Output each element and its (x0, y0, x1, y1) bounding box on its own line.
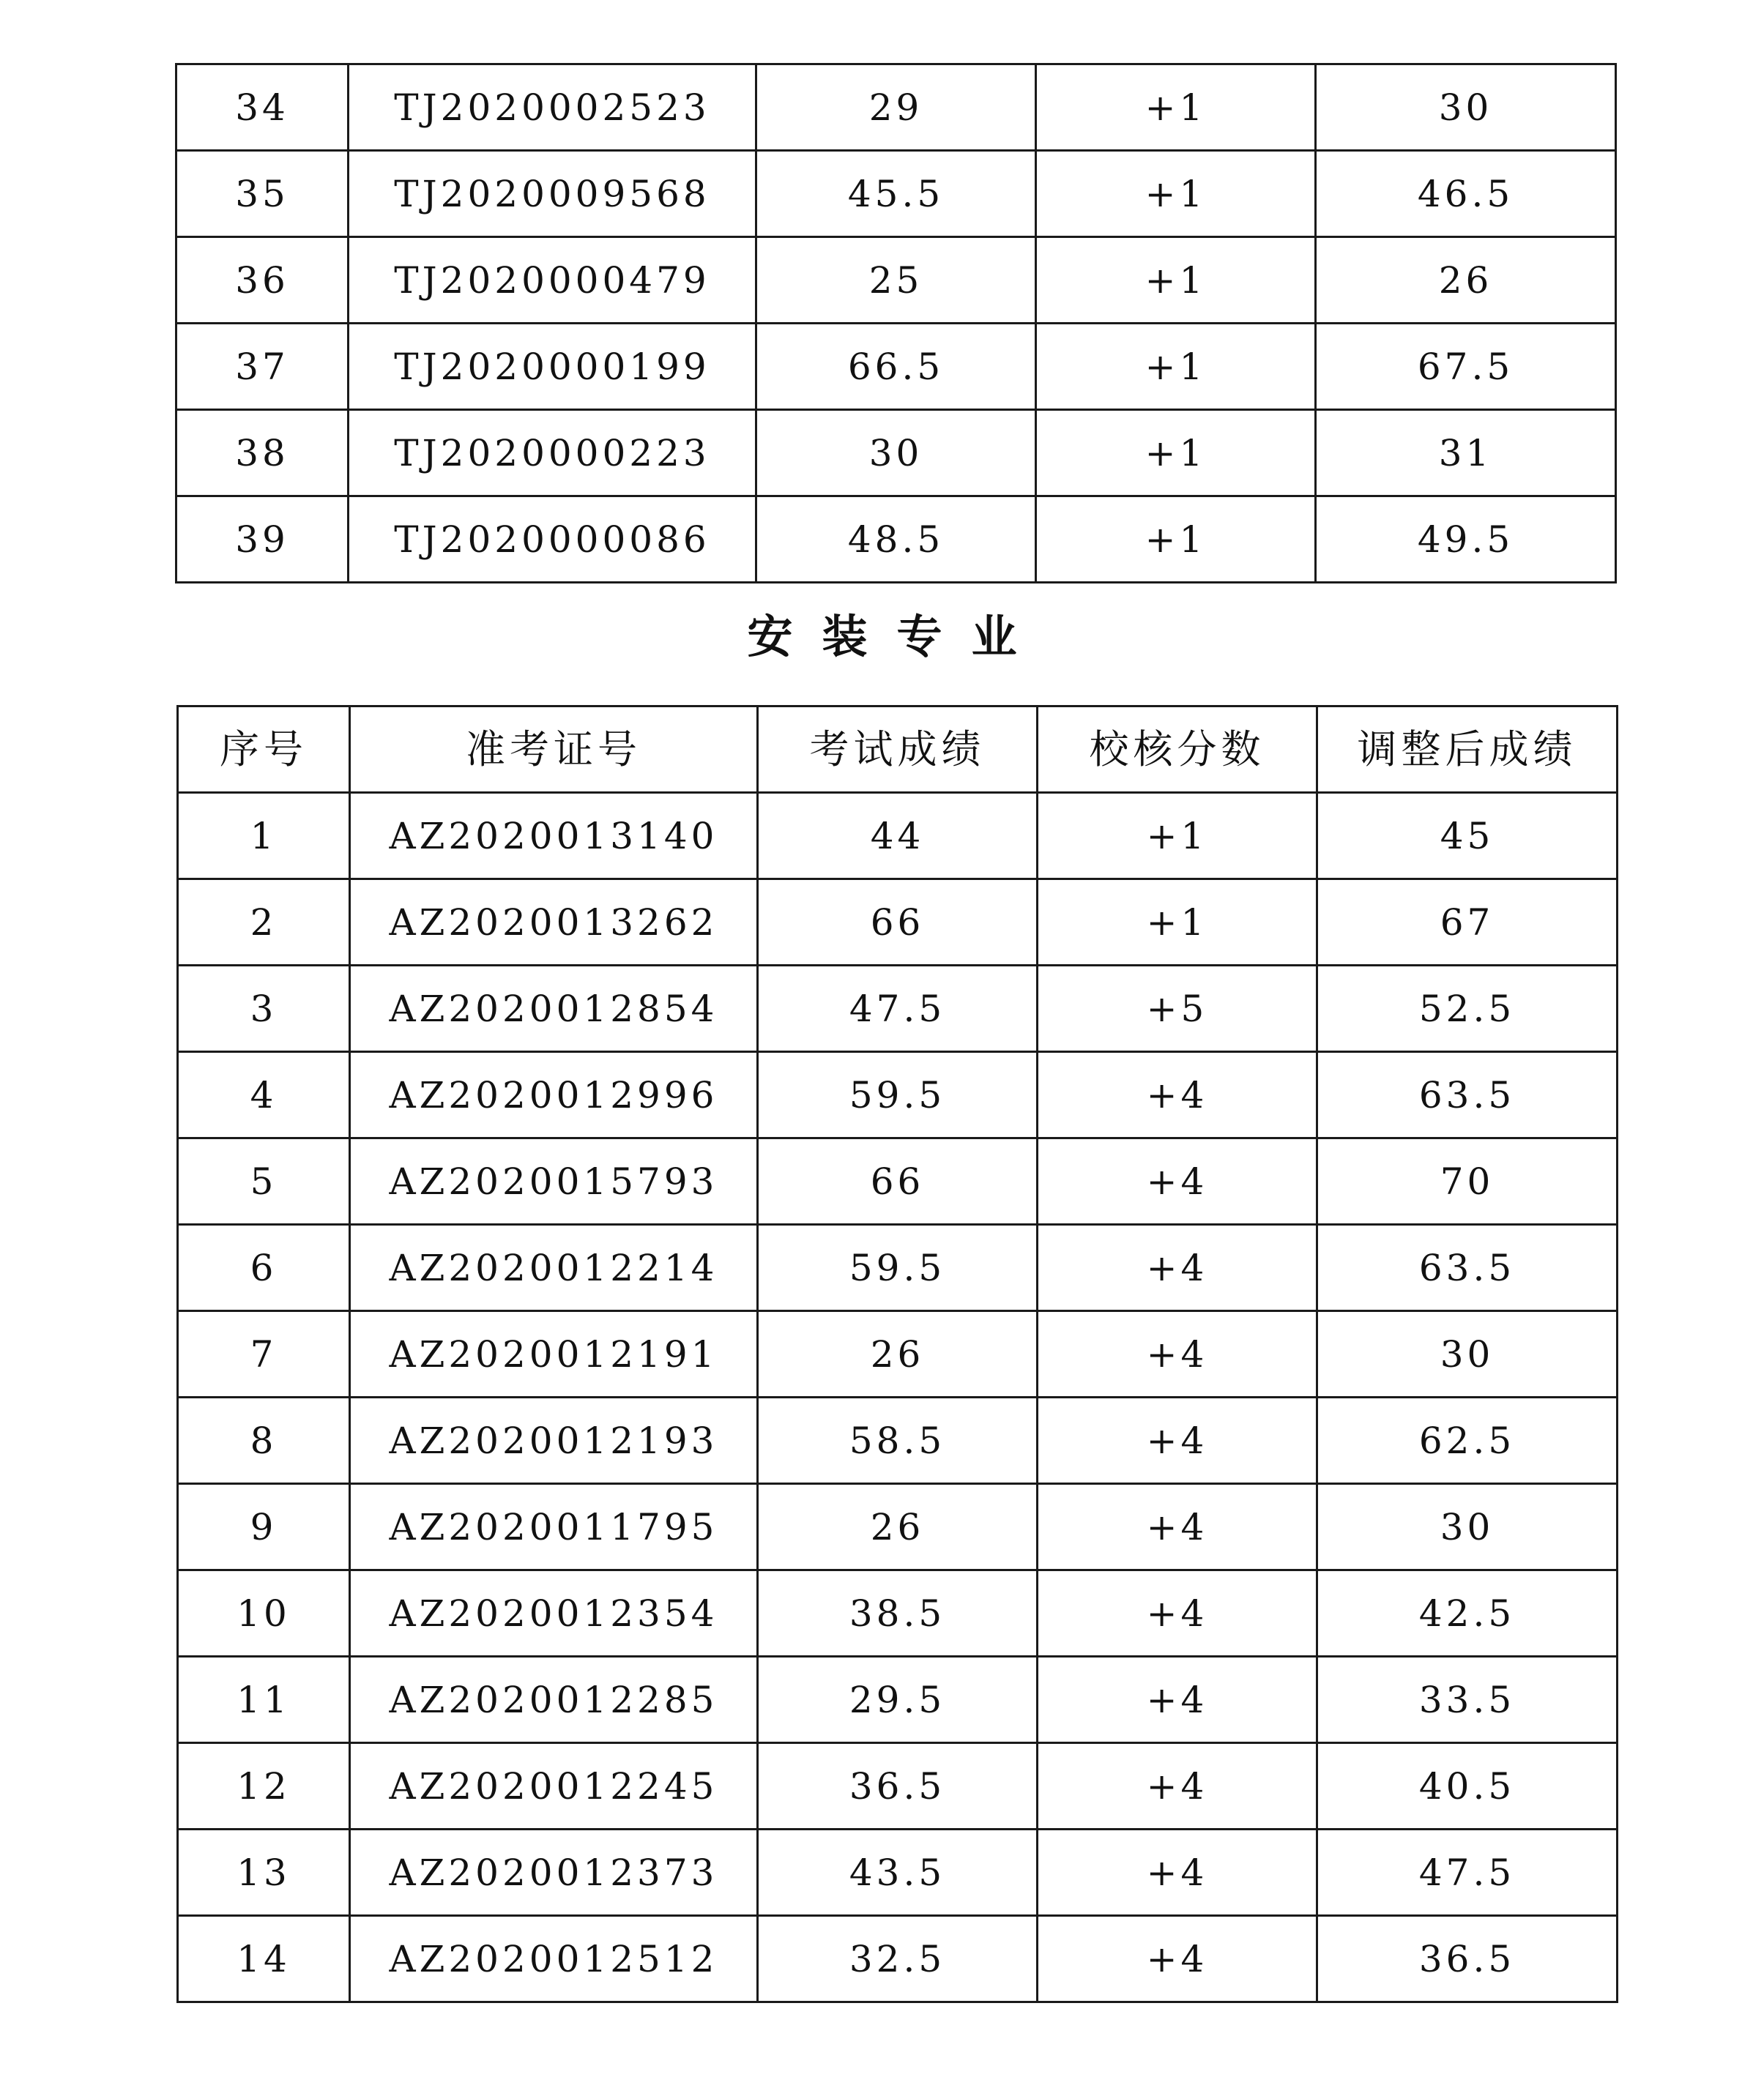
table-row (176, 64, 1616, 151)
table-row (178, 1484, 1618, 1570)
cell-check-points: +1 (1036, 496, 1316, 583)
table-row (176, 151, 1616, 237)
cell-seq: 1 (178, 793, 350, 879)
cell-check-points: +4 (1038, 1657, 1317, 1743)
section-title: 安装专业 (747, 610, 1046, 663)
cell-seq: 37 (176, 324, 349, 410)
cell-exam-score: 29.5 (758, 1657, 1038, 1743)
cell-seq: 9 (178, 1484, 350, 1570)
cell-seq: 3 (178, 966, 350, 1052)
table-row (178, 1398, 1618, 1484)
cell-ticket-number: TJ2020009568 (349, 151, 756, 237)
table-row (178, 1657, 1618, 1743)
cell-exam-score: 30 (756, 410, 1036, 496)
cell-exam-score: 48.5 (756, 496, 1036, 583)
cell-ticket-number: AZ2020012285 (350, 1657, 758, 1743)
header-adjusted-score: 调整后成绩 (1317, 706, 1618, 793)
cell-exam-score: 45.5 (756, 151, 1036, 237)
cell-ticket-number: TJ2020000479 (349, 237, 756, 324)
table-row (176, 410, 1616, 496)
cell-ticket-number: TJ2020000199 (349, 324, 756, 410)
cell-adjusted-score: 31 (1316, 410, 1616, 496)
cell-adjusted-score: 36.5 (1317, 1916, 1618, 2002)
cell-ticket-number: AZ2020012854 (350, 966, 758, 1052)
cell-check-points: +4 (1038, 1743, 1317, 1830)
cell-seq: 2 (178, 879, 350, 966)
table-row (178, 1743, 1618, 1830)
cell-exam-score: 25 (756, 237, 1036, 324)
cell-seq: 10 (178, 1570, 350, 1657)
cell-adjusted-score: 67 (1317, 879, 1618, 966)
cell-exam-score: 59.5 (758, 1052, 1038, 1138)
cell-seq: 14 (178, 1916, 350, 2002)
cell-seq: 12 (178, 1743, 350, 1830)
cell-check-points: +4 (1038, 1052, 1317, 1138)
cell-ticket-number: AZ2020012373 (350, 1830, 758, 1916)
cell-adjusted-score: 30 (1317, 1484, 1618, 1570)
cell-exam-score: 38.5 (758, 1570, 1038, 1657)
cell-exam-score: 44 (758, 793, 1038, 879)
table-row (178, 1052, 1618, 1138)
cell-seq: 7 (178, 1311, 350, 1398)
cell-exam-score: 29 (756, 64, 1036, 151)
cell-seq: 13 (178, 1830, 350, 1916)
table-row (178, 1830, 1618, 1916)
cell-seq: 4 (178, 1052, 350, 1138)
table-header-row (178, 706, 1618, 793)
cell-exam-score: 66.5 (756, 324, 1036, 410)
cell-ticket-number: AZ2020013140 (350, 793, 758, 879)
cell-exam-score: 66 (758, 879, 1038, 966)
table-row (178, 793, 1618, 879)
cell-seq: 36 (176, 237, 349, 324)
cell-check-points: +1 (1036, 324, 1316, 410)
cell-seq: 35 (176, 151, 349, 237)
table-row (178, 1570, 1618, 1657)
table-row (176, 324, 1616, 410)
cell-adjusted-score: 30 (1317, 1311, 1618, 1398)
cell-check-points: +1 (1036, 410, 1316, 496)
cell-adjusted-score: 40.5 (1317, 1743, 1618, 1830)
cell-seq: 39 (176, 496, 349, 583)
cell-adjusted-score: 52.5 (1317, 966, 1618, 1052)
cell-ticket-number: AZ2020012191 (350, 1311, 758, 1398)
cell-adjusted-score: 63.5 (1317, 1225, 1618, 1311)
cell-seq: 8 (178, 1398, 350, 1484)
header-check-points: 校核分数 (1038, 706, 1317, 793)
cell-adjusted-score: 26 (1316, 237, 1616, 324)
cell-adjusted-score: 67.5 (1316, 324, 1616, 410)
cell-check-points: +4 (1038, 1225, 1317, 1311)
tj-score-table (175, 63, 1617, 583)
table-row (178, 1225, 1618, 1311)
cell-seq: 6 (178, 1225, 350, 1311)
cell-adjusted-score: 62.5 (1317, 1398, 1618, 1484)
cell-adjusted-score: 45 (1317, 793, 1618, 879)
cell-check-points: +4 (1038, 1830, 1317, 1916)
table-row (178, 879, 1618, 966)
cell-exam-score: 59.5 (758, 1225, 1038, 1311)
header-ticket-number: 准考证号 (350, 706, 758, 793)
cell-exam-score: 66 (758, 1138, 1038, 1225)
cell-adjusted-score: 70 (1317, 1138, 1618, 1225)
cell-ticket-number: AZ2020011795 (350, 1484, 758, 1570)
cell-check-points: +4 (1038, 1916, 1317, 2002)
cell-check-points: +1 (1036, 64, 1316, 151)
header-exam-score: 考试成绩 (758, 706, 1038, 793)
table-row (178, 1138, 1618, 1225)
tj-score-table-body (176, 64, 1616, 583)
cell-check-points: +4 (1038, 1311, 1317, 1398)
cell-check-points: +5 (1038, 966, 1317, 1052)
cell-seq: 11 (178, 1657, 350, 1743)
header-seq: 序号 (178, 706, 350, 793)
cell-check-points: +4 (1038, 1570, 1317, 1657)
table-row (178, 966, 1618, 1052)
cell-ticket-number: AZ2020012354 (350, 1570, 758, 1657)
cell-check-points: +1 (1036, 237, 1316, 324)
cell-adjusted-score: 30 (1316, 64, 1616, 151)
cell-adjusted-score: 42.5 (1317, 1570, 1618, 1657)
cell-exam-score: 58.5 (758, 1398, 1038, 1484)
cell-adjusted-score: 47.5 (1317, 1830, 1618, 1916)
cell-exam-score: 43.5 (758, 1830, 1038, 1916)
cell-seq: 38 (176, 410, 349, 496)
cell-ticket-number: TJ2020000086 (349, 496, 756, 583)
table-row (176, 496, 1616, 583)
cell-ticket-number: AZ2020012193 (350, 1398, 758, 1484)
cell-exam-score: 26 (758, 1484, 1038, 1570)
table-row (176, 237, 1616, 324)
cell-ticket-number: TJ2020000223 (349, 410, 756, 496)
cell-check-points: +1 (1038, 879, 1317, 966)
cell-exam-score: 36.5 (758, 1743, 1038, 1830)
table-row (178, 1916, 1618, 2002)
install-score-table-body (178, 706, 1618, 2002)
cell-check-points: +1 (1038, 793, 1317, 879)
cell-ticket-number: AZ2020012214 (350, 1225, 758, 1311)
cell-check-points: +1 (1036, 151, 1316, 237)
cell-adjusted-score: 63.5 (1317, 1052, 1618, 1138)
cell-exam-score: 47.5 (758, 966, 1038, 1052)
cell-adjusted-score: 49.5 (1316, 496, 1616, 583)
cell-exam-score: 26 (758, 1311, 1038, 1398)
cell-check-points: +4 (1038, 1484, 1317, 1570)
install-score-table (176, 705, 1618, 2003)
cell-ticket-number: TJ2020002523 (349, 64, 756, 151)
cell-exam-score: 32.5 (758, 1916, 1038, 2002)
cell-adjusted-score: 46.5 (1316, 151, 1616, 237)
cell-ticket-number: AZ2020013262 (350, 879, 758, 966)
cell-check-points: +4 (1038, 1138, 1317, 1225)
cell-check-points: +4 (1038, 1398, 1317, 1484)
cell-ticket-number: AZ2020012996 (350, 1052, 758, 1138)
cell-adjusted-score: 33.5 (1317, 1657, 1618, 1743)
cell-ticket-number: AZ2020012245 (350, 1743, 758, 1830)
cell-ticket-number: AZ2020015793 (350, 1138, 758, 1225)
cell-ticket-number: AZ2020012512 (350, 1916, 758, 2002)
cell-seq: 34 (176, 64, 349, 151)
table-row (178, 1311, 1618, 1398)
cell-seq: 5 (178, 1138, 350, 1225)
